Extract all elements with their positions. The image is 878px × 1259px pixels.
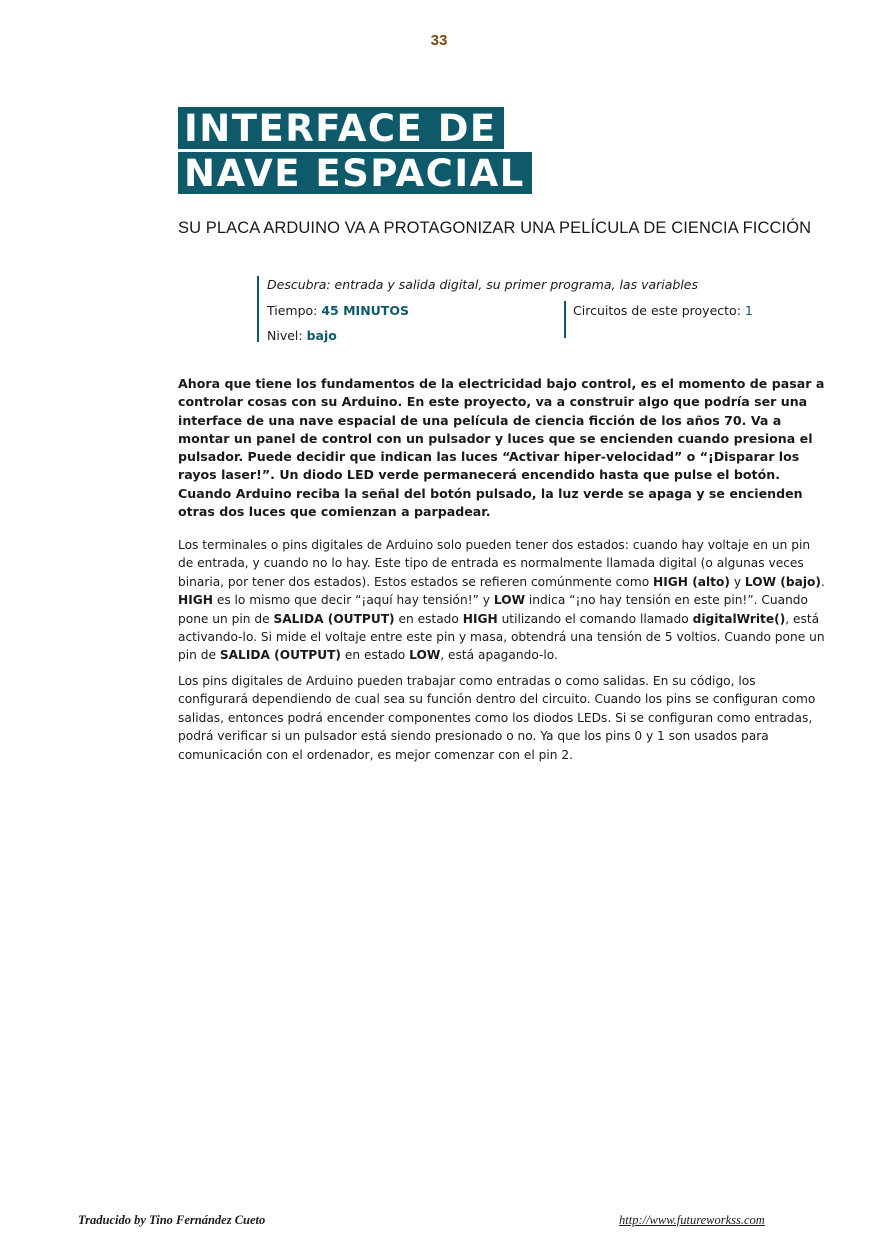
circuits-line <box>573 303 753 318</box>
info-divider-left <box>257 276 259 342</box>
text-run: , está activando-lo. Si mide el voltaje entre este pin y masa, obtendrá una tensión de 5 voltios. Cuando pone un pin de <box>178 611 825 663</box>
time-value: 45 MINUTOS <box>321 303 409 318</box>
bold-term: LOW <box>493 593 526 608</box>
page-number: 33 <box>430 32 448 49</box>
text-run: Los terminales o pins digitales de Arduino solo pueden tener dos estados: cuando hay voltaje en un pin de entrada, y cuando no lo hay. Este tipo de entrada es normalmente llamada digital (o algunas veces binaria, por tener dos estados). Estos estados se refieren comúnmente como <box>178 538 811 589</box>
text-run: , está apagando-lo. <box>440 648 558 663</box>
bold-term: LOW <box>409 648 441 663</box>
bold-term: HIGH <box>462 611 498 626</box>
project-title <box>178 107 532 194</box>
bold-term: SALIDA (OUTPUT) <box>219 648 341 663</box>
text-run: es lo mismo que decir “¡aquí hay tensión!” y <box>212 593 494 608</box>
discover-line: Descubra: entrada y salida digital, su primer programa, las variables <box>267 277 699 292</box>
footer-translator: Traducido by Tino Fernández Cueto <box>78 1213 266 1227</box>
project-info-box <box>257 274 817 344</box>
footer-url-link[interactable]: http://www.futureworkss.com <box>619 1213 765 1227</box>
text-run: en estado <box>394 611 463 626</box>
text-run: y <box>729 574 745 589</box>
pin-modes-paragraph: Los pins digitales de Arduino pueden trabajar como entradas o como salidas. En su código, los configurará dependiendo de cual sea su función dentro del circuito. Cuando los pins se configuran como salidas, entonces podrá encender componentes como los diodos LEDs. Si se configuran como entradas, podrá verificar si un pulsador está siendo presionado o no. Ya que los pins 0 y 1 son usados para comunicación con el ordenador, es mejor comenzar con el pin 2. <box>178 674 816 762</box>
bold-term: SALIDA (OUTPUT) <box>273 611 395 626</box>
circuits-value: 1 <box>744 303 753 318</box>
text-run: utilizando el comando llamado <box>497 611 693 626</box>
text-run: en estado <box>341 648 410 663</box>
text-run: indica “¡no hay tensión en este pin!”. Cuando pone un pin de <box>178 593 809 626</box>
info-divider-right <box>564 301 566 338</box>
bold-term: HIGH (alto) <box>653 574 730 589</box>
level-label: Nivel: <box>267 328 307 343</box>
bold-term: LOW (bajo) <box>744 574 821 589</box>
intro-paragraph: Ahora que tiene los fundamentos de la electricidad bajo control, es el momento de pasar a controlar cosas con su Arduino. En este proyecto, va a construir algo que podría ser una interface de una nave espacial de una película de ciencia ficción de los años 70. Va a montar un panel de control con un pulsador y luces que se encienden cuando presiona el pulsador. Puede decidir que indican las luces “Activar hiper-velocidad” o “¡Disparar los rayos laser!”. Un diodo LED verde permanecerá encendido hasta que pulse el botón. Cuando Arduino reciba la señal del botón pulsado, la luz verde se apaga y se encienden otras dos luces que comienzan a parpadear. <box>178 376 825 520</box>
bold-term: HIGH <box>178 593 213 608</box>
digital-pins-paragraph <box>178 536 828 665</box>
project-subtitle: SU PLACA ARDUINO VA A PROTAGONIZAR UNA PELÍCULA DE CIENCIA FICCIÓN <box>178 219 812 237</box>
time-label: Tiempo: <box>267 303 322 318</box>
circuits-label: Circuitos de este proyecto: <box>573 303 745 318</box>
text-run: . <box>820 574 825 589</box>
level-line <box>267 328 337 343</box>
bold-term: digitalWrite() <box>692 611 786 626</box>
title-line-2: NAVE ESPACIAL <box>178 152 532 194</box>
time-line <box>267 303 409 318</box>
level-value: bajo <box>306 328 337 343</box>
title-line-1: INTERFACE DE <box>178 107 504 149</box>
